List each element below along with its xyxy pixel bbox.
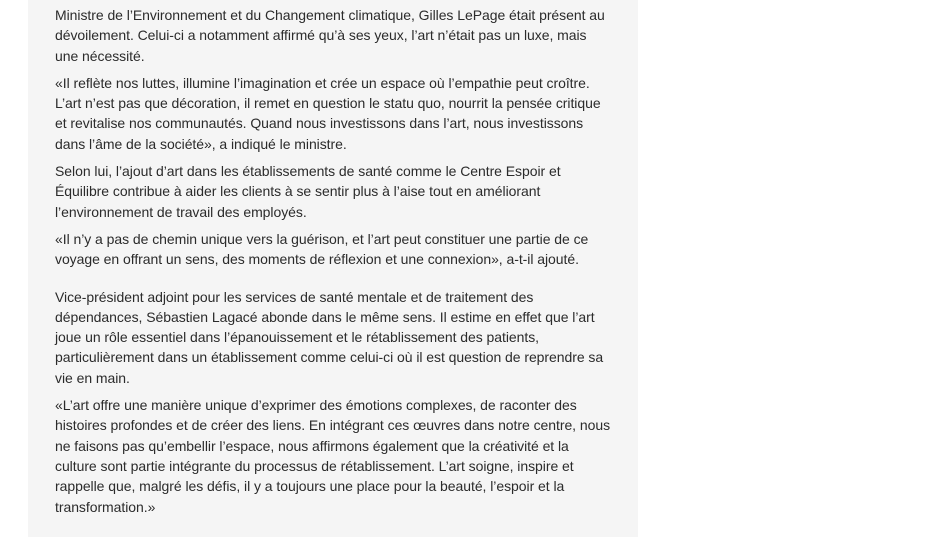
paragraph-minister-quote: «Il reflète nos luttes, illumine l’imagination et crée un espace où l’empathie peut croître. L’art n’est pas que décoration, il remet en question le statu quo, nourrit la pensée critique et revitalise nos communautés. Quand nous investissons dans l’art, nous investissons dans l’âme de la société», a indiqué le ministre.	[55, 74, 601, 152]
article-body	[28, 0, 638, 537]
paragraph-healing-quote: «Il n’y a pas de chemin unique vers la guérison, et l’art peut constituer une partie de ce voyage en offrant un sens, des moments de réflexion et une connexion», a-t-il ajouté.	[55, 230, 589, 268]
paragraph-vice-president-quote: «L’art offre une manière unique d’exprimer des émotions complexes, de raconter des histoires profondes et de créer des liens. En intégrant ces œuvres dans notre centre, nous ne faisons pas qu’embellir l’espace, nous affirmons également que la créativité et la culture sont partie intégrante du processus de rétablissement. L’art soigne, inspire et rappelle que, malgré les défis, il y a toujours une place pour la beauté, l’espoir et la transformation.»	[55, 397, 611, 515]
paragraph-vice-president: Vice-président adjoint pour les services de santé mentale et de traitement des dépendances, Sébastien Lagacé abonde dans le même sens. Il estime en effet que l’art joue un rôle essentiel dans l’épanouissement et le rétablissement des patients, particulièrement dans un établissement comme celui-ci où il est question de reprendre sa vie en main.	[55, 288, 604, 386]
paragraph-minister-intro: Ministre de l’Environnement et du Changement climatique, Gilles LePage était présent au dévoilement. Celui-ci a notamment affirmé qu’à ses yeux, l’art n’était pas un luxe, mais une nécessité.	[55, 7, 605, 64]
paragraph-health-facilities: Selon lui, l’ajout d’art dans les établissements de santé comme le Centre Espoir et Équilibre contribue à aider les clients à se sentir plus à l’aise tout en améliorant l’environnement de travail des employés.	[55, 163, 561, 220]
